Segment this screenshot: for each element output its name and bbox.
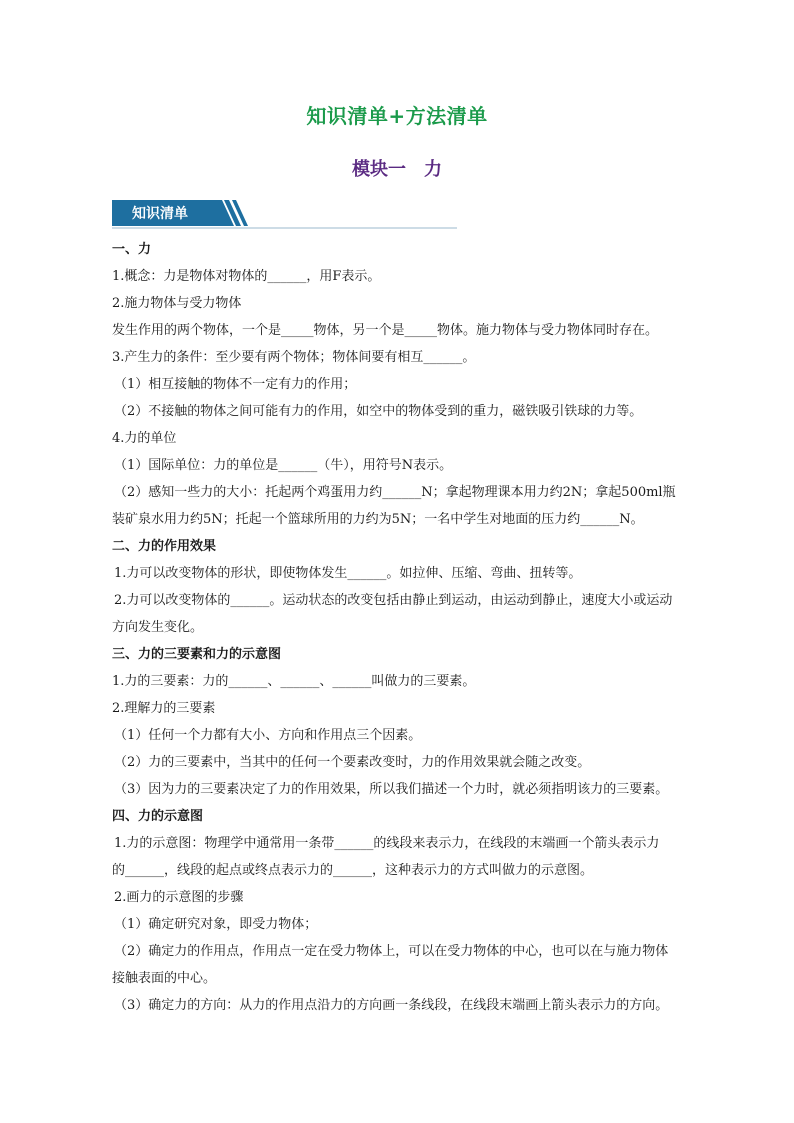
section-heading: 三、力的三要素和力的示意图 — [112, 647, 282, 662]
text-line: （2）确定力的作用点，作用点一定在受力物体上，可以在受力物体的中心，也可以在与施力物体 — [114, 944, 669, 959]
section-banner — [112, 198, 457, 230]
text-line: 3.产生力的条件：至少要有两个物体；物体间要有相互______。 — [112, 350, 476, 365]
text-line: （3）确定力的方向：从力的作用点沿力的方向画一条线段，在线段末端画上箭头表示力的方向。 — [114, 998, 669, 1013]
text-line: 2.画力的示意图的步骤 — [114, 890, 244, 905]
text-line: 1.力可以改变物体的形状，即使物体发生______。如拉伸、压缩、弯曲、扭转等。 — [114, 566, 582, 581]
text-line: （2）不接触的物体之间可能有力的作用，如空中的物体受到的重力，磁铁吸引铁球的力等。 — [114, 404, 643, 419]
text-line: （3）因为力的三要素决定了力的作用效果，所以我们描述一个力时，就必须指明该力的三要素。 — [114, 782, 669, 797]
text-line: 2.理解力的三要素 — [112, 701, 216, 716]
text-line: （1）确定研究对象，即受力物体； — [114, 917, 318, 932]
document-title: 知识清单+方法清单 — [306, 104, 488, 128]
section-heading: 二、力的作用效果 — [112, 539, 217, 554]
text-line: 2.力可以改变物体的______。运动状态的改变包括由静止到运动，由运动到静止，速度大小或运动 — [114, 593, 673, 608]
module-title: 模块一 力 — [352, 159, 442, 180]
text-line: （2）感知一些力的大小：托起两个鸡蛋用力约______N；拿起物理课本用力约2N；拿起500ml瓶 — [114, 485, 676, 500]
text-line: （1）国际单位：力的单位是______（牛），用符号N表示。 — [114, 458, 453, 473]
text-line: （2）力的三要素中，当其中的任何一个要素改变时，力的作用效果就会随之改变。 — [114, 755, 591, 770]
document-body — [112, 236, 712, 1019]
text-line: 1.概念：力是物体对物体的______，用F表示。 — [112, 269, 381, 284]
text-line: 2.施力物体与受力物体 — [112, 296, 242, 311]
text-line: （1）任何一个力都有大小、方向和作用点三个因素。 — [114, 728, 422, 743]
text-line: 1.力的示意图：物理学中通常用一条带______的线段来表示力，在线段的末端画一个箭头表示力 — [114, 836, 660, 851]
text-line: 方向发生变化。 — [112, 620, 204, 635]
text-line: 的______，线段的起点或终点表示力的______，这种表示力的方式叫做力的示意图。 — [112, 863, 594, 878]
banner-label: 知识清单 — [132, 206, 188, 222]
text-line: 4.力的单位 — [112, 431, 177, 446]
section-heading: 一、力 — [112, 242, 152, 257]
text-line: 1.力的三要素：力的______、______、______叫做力的三要素。 — [112, 674, 476, 689]
section-heading: 四、力的示意图 — [112, 809, 204, 824]
text-line: 接触表面的中心。 — [112, 971, 217, 986]
text-line: （1）相互接触的物体不一定有力的作用； — [114, 377, 357, 392]
text-line: 发生作用的两个物体，一个是_____物体，另一个是_____物体。施力物体与受力物体同时存在。 — [112, 323, 659, 338]
text-line: 装矿泉水用力约5N；托起一个篮球所用的力约为5N；一名中学生对地面的压力约______N。 — [112, 512, 644, 527]
